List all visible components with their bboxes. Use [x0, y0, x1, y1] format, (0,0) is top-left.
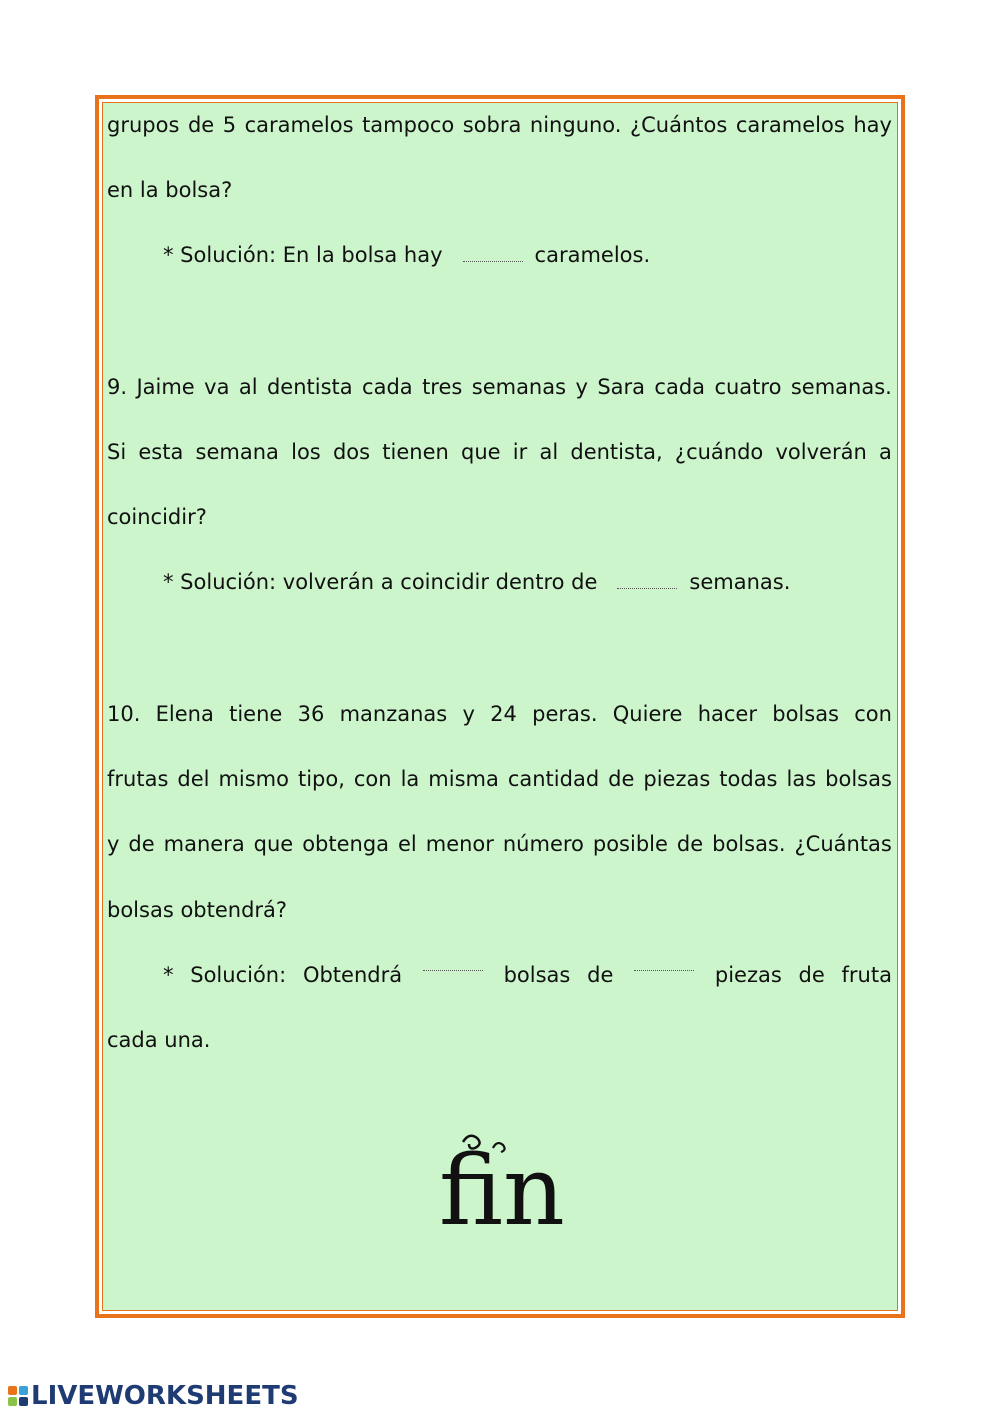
brand-name: LIVEWORKSHEETS [31, 1381, 299, 1411]
word: cada [654, 375, 706, 399]
word: peras. [532, 702, 598, 726]
problem-8-line-1 [107, 110, 892, 140]
word: misma [428, 767, 499, 791]
word: bolsas [825, 767, 892, 791]
word: Sara [597, 375, 646, 399]
word: Si [107, 440, 127, 464]
word: ir [512, 440, 528, 464]
problem-10-line-1 [107, 699, 892, 729]
problem-9-line-1 [107, 372, 892, 402]
solution-8-prefix: * Solución: En la bolsa hay [163, 243, 443, 267]
problem-9-line-2 [107, 437, 892, 467]
fin-text: fin [439, 1135, 565, 1240]
word: va [204, 375, 230, 399]
problem-8-solution [163, 240, 650, 270]
problem-10-line-2 [107, 764, 892, 794]
problem-10-line-4: bolsas obtendrá? [107, 898, 288, 922]
word: volverán [775, 440, 867, 464]
word: esta [138, 440, 184, 464]
word: ¿Cuántas [794, 832, 892, 856]
word: bolsas [772, 702, 839, 726]
word: dentista [266, 375, 353, 399]
problem-8-line-2: en la bolsa? [107, 178, 233, 202]
word: semanas. [790, 375, 892, 399]
word: del [177, 767, 210, 791]
word: piezas [714, 963, 782, 987]
word: posible [592, 832, 668, 856]
word: frutas [107, 767, 169, 791]
word: de [676, 832, 704, 856]
word: ninguno. [529, 113, 622, 137]
word: * [163, 963, 174, 987]
word: con [854, 702, 892, 726]
word: menor [425, 832, 494, 856]
word: 10. [107, 702, 141, 726]
word: de [587, 963, 614, 987]
logo-square-icon [19, 1386, 28, 1395]
word: todas [719, 767, 778, 791]
word: número [502, 832, 584, 856]
word: 9. [107, 375, 128, 399]
word: de [187, 113, 215, 137]
word: 5 [222, 113, 237, 137]
word: cada [362, 375, 413, 399]
word: que [253, 832, 294, 856]
liveworksheets-logo-icon [8, 1386, 28, 1406]
word: manera [163, 832, 245, 856]
word: mismo [218, 767, 289, 791]
word: de [798, 963, 825, 987]
word: la [400, 767, 420, 791]
word: obtenga [302, 832, 390, 856]
word: ¿Cuántos [630, 113, 728, 137]
word: tampoco [362, 113, 455, 137]
word: tres [422, 375, 463, 399]
word: que [461, 440, 501, 464]
word: y [462, 702, 475, 726]
word: tiene [229, 702, 283, 726]
problem-10-line-3 [107, 829, 892, 859]
word: de [608, 767, 635, 791]
answer-blank[interactable] [423, 960, 483, 971]
word: tipo, [297, 767, 345, 791]
word: semanas [471, 375, 567, 399]
word: grupos [107, 113, 180, 137]
logo-square-icon [8, 1386, 17, 1395]
word: bolsas [503, 963, 571, 987]
word: cuatro [714, 375, 782, 399]
solution-8-suffix: caramelos. [534, 243, 651, 267]
word: caramelos [735, 113, 845, 137]
word: dos [332, 440, 371, 464]
solution-9-prefix: * Solución: volverán a coincidir dentro de [163, 570, 598, 594]
word: las [786, 767, 817, 791]
word: 24 [490, 702, 517, 726]
answer-9-blank[interactable] [617, 578, 677, 589]
word: piezas [643, 767, 711, 791]
word: al [539, 440, 559, 464]
word: cantidad [507, 767, 600, 791]
logo-square-icon [8, 1397, 17, 1406]
problem-10-solution [163, 960, 892, 990]
word: bolsas. [712, 832, 786, 856]
word: sobra [462, 113, 522, 137]
word: fruta [841, 963, 892, 987]
word: caramelos [244, 113, 354, 137]
problem-10-solution-end: cada una. [107, 1028, 211, 1052]
word: a [878, 440, 892, 464]
word: Elena [155, 702, 214, 726]
word: dentista, [570, 440, 663, 464]
word: tienen [382, 440, 449, 464]
problem-9-line-3: coincidir? [107, 505, 207, 529]
solution-9-suffix: semanas. [689, 570, 791, 594]
word: Obtendrá [302, 963, 403, 987]
liveworksheets-brand [8, 1380, 299, 1412]
word: y [575, 375, 588, 399]
logo-square-icon [19, 1397, 28, 1406]
word: al [238, 375, 258, 399]
word: Jaime [136, 375, 195, 399]
word: manzanas [339, 702, 448, 726]
word: Solución: [190, 963, 287, 987]
word: hay [853, 113, 892, 137]
word: con [353, 767, 392, 791]
answer-8-blank[interactable] [463, 251, 523, 262]
fin-decoration [435, 1120, 575, 1240]
word: hacer [697, 702, 757, 726]
word: los [291, 440, 321, 464]
word: Quiere [612, 702, 683, 726]
problem-9-solution [163, 567, 790, 597]
word: 36 [297, 702, 325, 726]
word: de [128, 832, 155, 856]
word: ¿cuándo [674, 440, 764, 464]
word: semana [195, 440, 279, 464]
answer-blank[interactable] [634, 960, 694, 971]
word: el [398, 832, 417, 856]
word: y [107, 832, 120, 856]
